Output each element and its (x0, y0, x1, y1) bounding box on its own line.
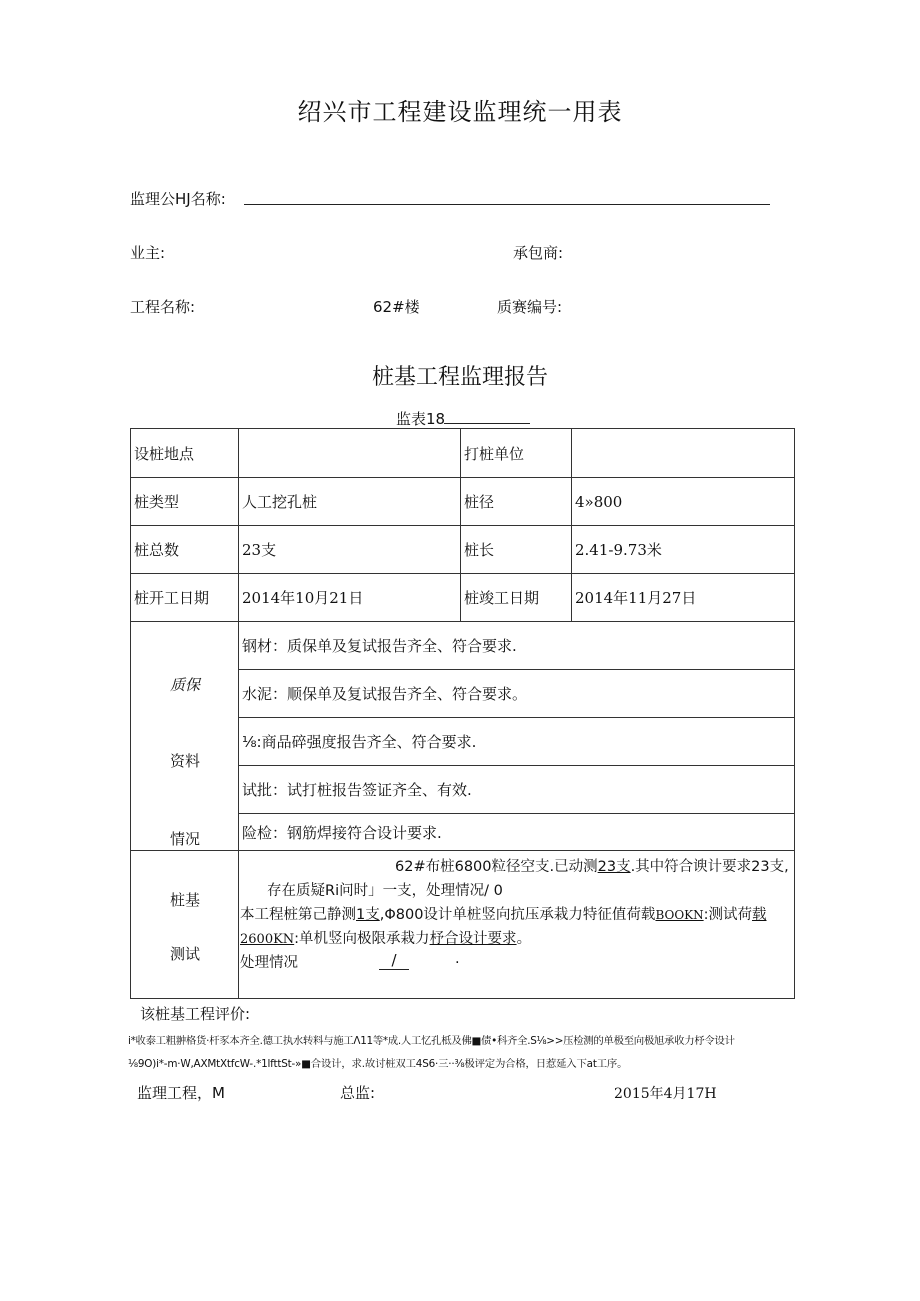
test-line-4 (240, 927, 531, 948)
test-line-5-c: . (455, 951, 460, 967)
quality-docs-label-1: 质保 (169, 676, 200, 694)
test-line-1-c: .其中符合谀计要求23支, (630, 859, 789, 875)
chief-label: 总监: (340, 1084, 376, 1102)
owner-label: 业主: (130, 244, 166, 262)
test-line-5 (240, 951, 298, 972)
pile-test-label (131, 851, 239, 999)
evaluation-line-2: ⅛9O)i*-m·W,AXMtXtfcW-.*1lfttSt-»■合设计，求.故讨桩双工4S6·三··⅜极评定为合格，日惹延入下at工序。 (128, 1058, 628, 1070)
pile-test-label-1: 桩基 (169, 891, 200, 909)
form-number-text: 监表18 (396, 410, 446, 428)
quality-item: 钢材：质保单及复试报告齐全、符合要求. (239, 622, 795, 670)
supervision-company-line (244, 204, 770, 205)
test-line-3-d: BOOKN (655, 908, 704, 922)
pile-diameter-value: 4»800 (572, 478, 795, 526)
quality-item: ⅛:商品碎强度报告齐全、符合要求. (239, 718, 795, 766)
driving-unit-label: 打桩单位 (461, 429, 572, 478)
test-line-3-f: 载 (752, 907, 767, 923)
start-date-value: 2014年10月21日 (239, 574, 461, 622)
pile-report-table (130, 428, 795, 999)
test-line-3-a: 本工程桩第己静测 (240, 907, 356, 923)
test-line-4-c: 杼合设计要求 (429, 931, 517, 947)
test-line-2: 存在质疑Ri问时」一支，处理情况/ 0 (267, 883, 503, 899)
quality-docs-label (131, 622, 239, 851)
contractor-label: 承包商: (513, 244, 564, 262)
quality-item: 险检：钢筋焊接符合设计要求. (239, 814, 795, 851)
pile-location-label: 设桩地点 (131, 429, 239, 478)
start-date-label: 桩开工日期 (131, 574, 239, 622)
evaluation-line-1: i*收泰工粗翀格货·杆豕本齐全.德工执水转料与施工Λ11等*成.人工忆孔柢及佛■债•科齐全.S⅛>>压检测的单极至向极旭承收力杼令设计 (128, 1035, 735, 1047)
engineer-label: 监理工程，M (137, 1084, 225, 1102)
pile-length-label: 桩长 (461, 526, 572, 574)
pile-count-label: 桩总数 (131, 526, 239, 574)
test-line-4-b: :单机竖向极限承栽力 (294, 931, 430, 947)
test-line-1-b: 23支 (597, 859, 631, 875)
pile-length-value: 2.41-9.73米 (572, 526, 795, 574)
supervision-company-label: 监理公HJ名称: (130, 190, 226, 208)
form-number-line (444, 423, 530, 424)
form-number (396, 408, 445, 429)
quality-docs-label-2: 资料 (169, 752, 200, 770)
finish-date-label: 桩竣工日期 (461, 574, 572, 622)
test-line-3-b: 1支 (356, 907, 380, 923)
test-line-5-b: / (379, 951, 409, 970)
test-line-3-c: ,Φ800设计单桩竖向抗压承栽力特征值荷载 (379, 907, 656, 923)
test-line-5-a: 处理情况 (240, 955, 298, 971)
pile-count-value: 23支 (239, 526, 461, 574)
report-title: 桩基工程监理报告 (371, 365, 548, 390)
pile-type-label: 桩类型 (131, 478, 239, 526)
test-line-4-a: 2600KN (240, 932, 295, 947)
test-line-1-a: 62#布桩6800粒径空支.已动测 (395, 859, 598, 875)
test-line-1 (395, 855, 789, 876)
pile-type-value: 人工挖孔桩 (239, 478, 461, 526)
report-date: 2015年4月17H (614, 1086, 717, 1102)
pile-diameter-label: 桩径 (461, 478, 572, 526)
pile-test-label-2: 测试 (169, 945, 200, 963)
quality-no-label: 质赛编号: (497, 298, 563, 316)
finish-date-value: 2014年11月27日 (572, 574, 795, 622)
quality-item: 试批：试打桩报告签证齐全、有效. (239, 766, 795, 814)
project-name-label: 工程名称: (130, 298, 196, 316)
test-line-4-d: 。 (516, 931, 532, 947)
quality-docs-label-3: 情况 (169, 830, 200, 848)
quality-item: 水泥：顺保单及复试报告齐全、符合要求。 (239, 670, 795, 718)
test-line-3 (240, 903, 767, 924)
test-line-3-e: :测试荷 (703, 907, 753, 923)
driving-unit-value (572, 429, 795, 478)
project-name-value: 62#楼 (373, 298, 420, 316)
pile-test-content (239, 851, 795, 999)
pile-location-value (239, 429, 461, 478)
document-title: 绍兴市工程建设监理统一用表 (297, 98, 623, 126)
evaluation-label: 该桩基工程评价: (140, 1005, 251, 1023)
